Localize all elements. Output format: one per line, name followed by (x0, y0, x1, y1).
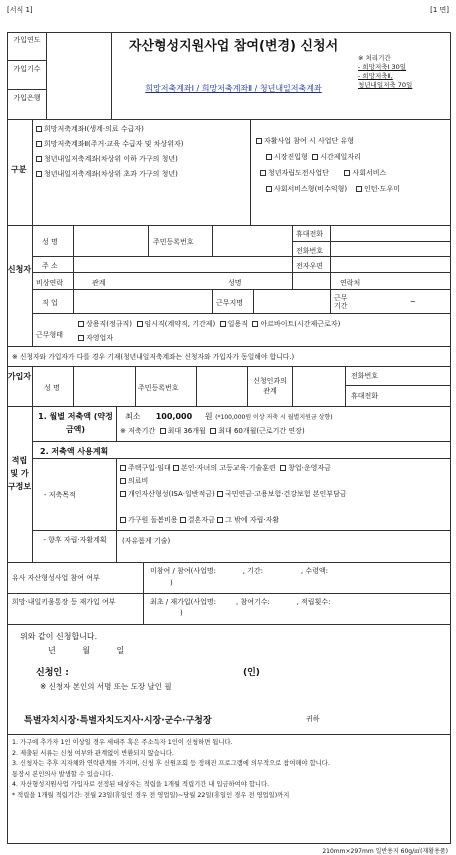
gubun-option-3[interactable]: 청년내일저축계좌(차상위 이하 가구의 청년) (36, 152, 248, 167)
emergency-label: 비상연락 (36, 279, 64, 287)
checkbox[interactable] (36, 141, 42, 147)
join-term: 가입기수 (7, 61, 47, 90)
footnote: 4. 자산형성지원사업 가입자로 선정된 대상자는 적립을 1개월 적립기간 내 입금하여야 합니다. (12, 781, 270, 788)
applicant-rrn-label: 주민등록번호 (153, 238, 194, 246)
saving-period: ※ 저축기간 최대 36개월 최대 60개월(근로기간 연장) (120, 427, 305, 435)
rejoin-value[interactable]: 최초 / 재가입(사업명: , 참여기수: , 적립횟수: (150, 598, 331, 606)
processing-period: ※ 처리기간 - 희망저축Ⅰ 30일 - 희망저축Ⅱ, 청년내일저축 70일 (358, 54, 413, 89)
checkbox[interactable] (78, 321, 84, 327)
checkbox[interactable] (36, 156, 42, 162)
checkbox[interactable] (160, 428, 166, 434)
saving-label: 적립 및 가구정보 (7, 406, 33, 562)
subscriber-label: 가입자 (7, 366, 33, 406)
checkbox[interactable] (266, 186, 272, 192)
paper-spec: 210mm×297mm 일반용지 60g/㎡(재활용품) (322, 848, 448, 855)
form-subtitle: 희망저축계좌Ⅰ / 희망저축계좌Ⅱ / 청년내일저축계좌 (145, 84, 322, 93)
checkbox[interactable] (220, 321, 226, 327)
statement: 위와 같이 신청합니다. (20, 632, 98, 641)
subscriber-phone-label: 전화번호 (351, 372, 379, 380)
rejoin-label: 희망·내일키움통장 등 재가입 여부 (12, 598, 116, 606)
applicant-sign-label: 신청인 : (36, 668, 69, 678)
similar-label: 유사 자산형성사업 참여 여부 (12, 574, 100, 582)
gubun-label: 구분 (7, 119, 33, 225)
purpose-label: - 저축목적 (44, 491, 76, 499)
join-year: 가입연도 (7, 32, 47, 61)
footnote: 통장시 본인의사 발생할 수 있습니다. (12, 770, 114, 778)
notice-different-subscriber: ※ 신청자와 가입자가 다를 경우 기재(청년내일저축계좌는 신청자와 가입자가 동일해야 합니다.) (12, 353, 295, 361)
checkbox[interactable] (217, 491, 223, 497)
subscriber-rrn-label: 주민등록번호 (138, 384, 179, 392)
form-title: 자산형성지원사업 참여(변경) 신청서 (128, 39, 339, 54)
checkbox[interactable] (260, 170, 266, 176)
monthly-saving-title: 1. 월별 저축액 (약정금액) (38, 412, 113, 434)
purpose-options: 주택구입·임대 본인·자녀의 고등교육·기술훈련 창업·운영자금 의료비 개인자산형성(ISA·일반적금) 국민연금·고용보험·건강보험 본인부담금 가구원 돌봄비용 결혼자금 그 밖에 자립·자활 (120, 462, 450, 527)
relation-label: 관계 (92, 279, 106, 287)
footnotes (12, 738, 448, 801)
worktype-label: 근무형태 (36, 331, 64, 339)
checkbox[interactable] (120, 491, 126, 497)
address-label: 주 소 (42, 262, 58, 270)
form-number: [서식 1] (7, 6, 33, 14)
gubun-option-2[interactable]: 희망저축계좌Ⅱ(주거·교육 수급자 및 차상위자) (36, 137, 248, 152)
worktype-options: 상용직(정규직) 임시직(계약직, 기간제) 일용직 아르바이트(시간제근로자) 자영업자 (78, 317, 448, 345)
monthly-saving-amount: 최소 100,000 원 (*100,000원 이상 저축 시 월별지원금 상향) (125, 412, 333, 421)
job-label: 직 업 (42, 299, 58, 307)
subscriber-name-label: 성 명 (44, 384, 60, 392)
checkbox[interactable] (344, 170, 350, 176)
checkbox[interactable] (256, 138, 262, 144)
self-help-types: 자활사업 참여 시 사업단 유형 시장진입형 시간제일자리 청년자립도전사업단 사회서비스 사회서비스형(비수익형) 인턴·도우미 (256, 133, 448, 197)
checkbox[interactable] (137, 321, 143, 327)
top-blank-cell[interactable] (47, 32, 112, 119)
checkbox[interactable] (36, 171, 42, 177)
seal[interactable]: (인) (243, 668, 260, 678)
footnote: 2. 제출된 서류는 신청 여부와 관계없이 반환되지 않습니다. (12, 749, 174, 757)
plan-value[interactable]: (자유롭게 기술) (122, 537, 171, 545)
work-period-label: 근무기간 (334, 294, 348, 310)
emergency-contact-label: 연락처 (340, 279, 361, 287)
gubun-options (36, 122, 248, 182)
checkbox[interactable] (280, 465, 286, 471)
saving-plan-title: 2. 저축액 사용계획 (40, 447, 109, 456)
honorific: 귀하 (306, 715, 320, 723)
checkbox[interactable] (252, 321, 258, 327)
applicant-phone-label: 전화번호 (296, 247, 324, 255)
subscriber-relation-label: 신청인과의 관계 (253, 377, 287, 395)
subscriber-mobile-label: 휴대전화 (351, 392, 379, 400)
join-bank: 가입은행 (13, 94, 41, 102)
gubun-option-4[interactable]: 청년내일저축계좌(차상위 초과 가구의 청년) (36, 167, 248, 182)
checkbox[interactable] (78, 335, 84, 341)
similar-close: ) (170, 579, 173, 587)
workplace-label: 근무지명 (216, 299, 244, 307)
footnote: 1. 가구에 추가자 1인 이상일 경우 세대주 혹은 주소득자 1인이 신청하면 됩니다. (12, 739, 233, 746)
footnote: * 적립을 1개월 적립기간: 전월 23일(휴일인 경우 전 영업일)~당월 22일(휴일인 경우 전 영업일)까지 (12, 791, 290, 799)
emergency-name-label: 성명 (228, 279, 242, 287)
similar-value[interactable]: 미참여 / 참여(사업명: , 기간: , 수령액: (150, 567, 328, 575)
gubun-option-1[interactable]: 희망저축계좌Ⅰ(생계·의료 수급자) (36, 122, 248, 137)
email-label: 전자우편 (296, 262, 324, 270)
checkbox[interactable] (120, 465, 126, 471)
checkbox[interactable] (36, 126, 42, 132)
footnote: 3. 신청자는 추후 지자체와 연락관계를 가지며, 신청 후 신원조회 등 정해진 프로그램에 의무적으로 참여해야 합니다. (12, 760, 330, 767)
page-number: [1 면] (430, 6, 449, 14)
applicant-mobile-label: 휴대전화 (296, 230, 324, 238)
checkbox[interactable] (120, 478, 126, 484)
checkbox[interactable] (180, 517, 186, 523)
checkbox[interactable] (210, 428, 216, 434)
seal-note: ※ 신청자 본인의 서명 또는 도장 날인 필 (40, 682, 172, 691)
checkbox[interactable] (312, 154, 318, 160)
checkbox[interactable] (217, 517, 223, 523)
tilde: ~ (410, 298, 416, 306)
rejoin-close: ) (180, 609, 183, 617)
checkbox[interactable] (120, 517, 126, 523)
applicant-label: 신청자 (7, 225, 33, 346)
checkbox[interactable] (173, 465, 179, 471)
date-line[interactable]: 년 월 일 (48, 646, 125, 655)
recipient: 특별자치시장·특별자치도지사·시장·군수·구청장 (24, 716, 212, 726)
applicant-name-label: 성 명 (42, 238, 58, 246)
checkbox[interactable] (356, 186, 362, 192)
checkbox[interactable] (266, 154, 272, 160)
plan-label: - 향후 자립·자활계획 (43, 536, 107, 544)
